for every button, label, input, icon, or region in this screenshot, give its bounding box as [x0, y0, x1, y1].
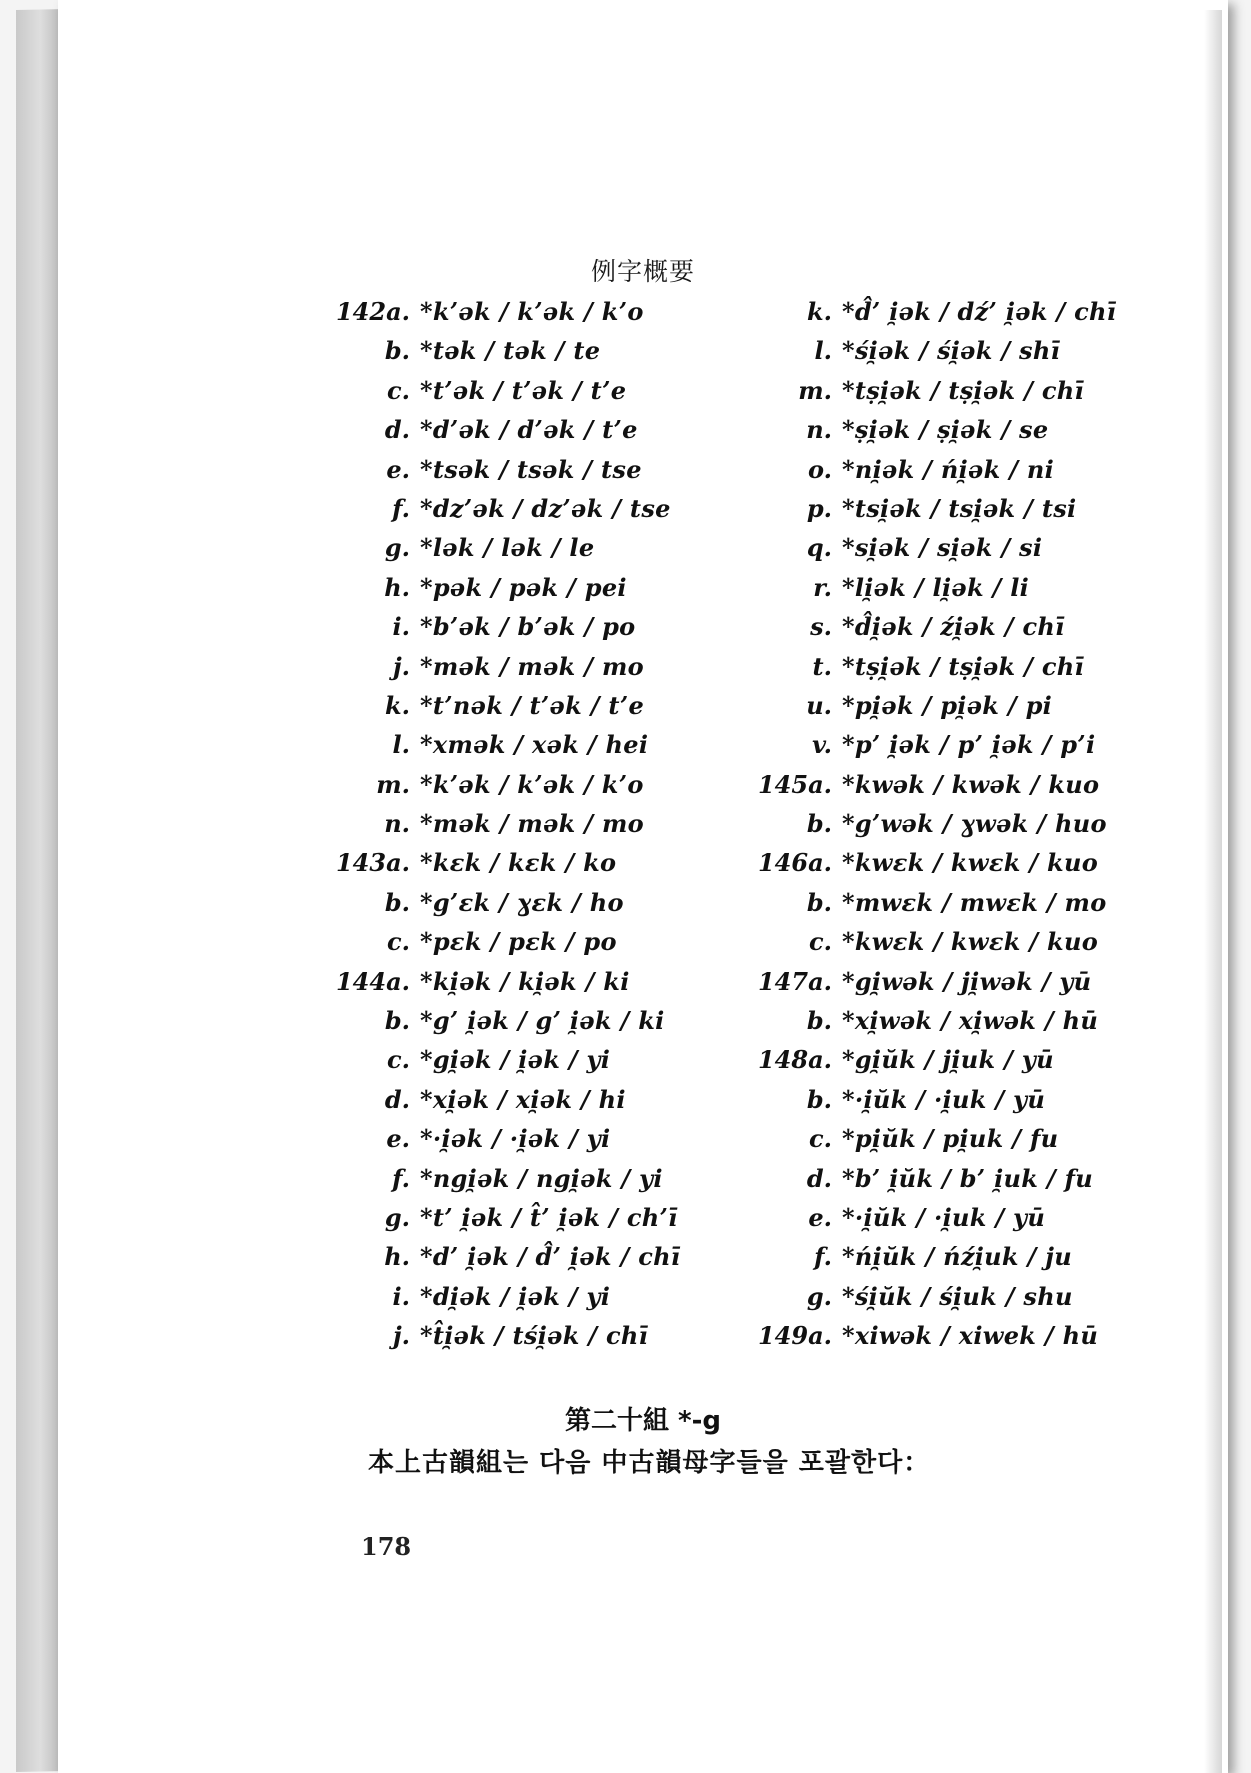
entry-row	[288, 883, 708, 922]
entry-label: c.	[809, 927, 832, 957]
entry-label: l.	[814, 336, 832, 366]
entry-reading: *śi̯ək / śi̯ək / shī	[842, 336, 1061, 366]
entry-reading: *tṣi̯ək / tṣi̯ək / chī	[842, 375, 1084, 405]
entry-row	[680, 1277, 1140, 1316]
entry-row	[680, 804, 1140, 843]
entry-label: f.	[392, 493, 410, 523]
entry-label: t.	[812, 651, 832, 681]
entry-label: h.	[384, 572, 410, 602]
entry-label: f.	[392, 1163, 410, 1193]
entry-row	[680, 883, 1140, 922]
entry-row	[288, 410, 708, 449]
entry-reading: *kwək / kwək / kuo	[842, 769, 1100, 799]
entry-row	[680, 489, 1140, 528]
section-heading: 第二十組 *-g	[564, 1406, 722, 1436]
entry-row	[288, 1237, 708, 1276]
entry-row	[288, 1080, 708, 1119]
entry-label: 146a.	[757, 848, 832, 878]
entry-reading: *mək / mək / mo	[420, 651, 644, 681]
entry-reading: *pi̯ək / pi̯ək / pi	[842, 690, 1053, 720]
entry-row	[680, 1040, 1140, 1079]
entry-row	[288, 450, 708, 489]
entry-reading: *mwɛk / mwɛk / mo	[842, 887, 1107, 917]
entry-row	[288, 804, 708, 843]
entry-label: o.	[808, 454, 832, 484]
entry-reading: *tsi̯ək / tsi̯ək / tsi	[842, 493, 1077, 523]
entry-row	[680, 450, 1140, 489]
entry-label: b.	[806, 1084, 832, 1114]
entry-reading: *kwɛk / kwɛk / kuo	[842, 848, 1099, 878]
entry-row	[680, 922, 1140, 961]
entry-label: 144a.	[335, 966, 410, 996]
entry-reading: *d’ək / d’ək / t’e	[420, 415, 638, 445]
entry-reading: *gi̯ək / i̯ək / yi	[420, 1045, 611, 1075]
entry-reading: *si̯ək / si̯ək / si	[842, 533, 1043, 563]
entry-label: e.	[386, 454, 410, 484]
entry-row	[288, 1001, 708, 1040]
entry-label: k.	[385, 690, 410, 720]
page	[58, 0, 1228, 1773]
entry-reading: *pək / pək / pei	[420, 572, 627, 602]
entry-reading: *·i̯ŭk / ·i̯uk / yū	[842, 1084, 1046, 1114]
entry-reading: *·i̯ək / ·i̯ək / yi	[420, 1124, 611, 1154]
entry-reading: *t’ i̯ək / t̂’ i̯ək / ch’ī	[420, 1202, 678, 1232]
entry-row	[680, 686, 1140, 725]
entry-label: c.	[387, 927, 410, 957]
entry-label: p.	[806, 493, 832, 523]
entry-row	[288, 765, 708, 804]
entry-row	[288, 371, 708, 410]
entry-label: b.	[384, 1006, 410, 1036]
entry-reading: *lək / lək / le	[420, 533, 595, 563]
entry-reading: *tsək / tsək / tse	[420, 454, 642, 484]
entry-row	[288, 686, 708, 725]
entry-row	[680, 1001, 1140, 1040]
entry-row	[680, 843, 1140, 882]
entry-reading: *g’ɛk / ɣɛk / ho	[420, 887, 624, 917]
entry-row	[288, 1040, 708, 1079]
entry-label: c.	[387, 375, 410, 405]
entry-row	[680, 1119, 1140, 1158]
entry-reading: *ki̯ək / ki̯ək / ki	[420, 966, 630, 996]
entry-row	[288, 607, 708, 646]
entry-row	[288, 489, 708, 528]
entry-reading: *dz’ək / dz’ək / tse	[420, 493, 671, 523]
entry-label: f.	[814, 1242, 832, 1272]
entry-label: 147a.	[757, 966, 832, 996]
entry-row	[288, 962, 708, 1001]
entry-label: g.	[384, 533, 410, 563]
entry-reading: *k’ək / k’ək / k’o	[420, 297, 644, 326]
entry-row	[680, 1159, 1140, 1198]
entry-label: m.	[798, 375, 832, 405]
entry-label: 149a.	[757, 1321, 832, 1351]
entry-label: d.	[806, 1163, 832, 1193]
entry-reading: *ni̯ək / ńi̯ək / ni	[842, 454, 1055, 484]
entry-label: h.	[384, 1242, 410, 1272]
entry-reading: *tək / tək / te	[420, 336, 601, 366]
entry-row	[680, 331, 1140, 370]
entry-reading: *xiwək / xiwek / hū	[842, 1321, 1099, 1351]
entry-row	[680, 765, 1140, 804]
entry-reading: *xi̯ək / xi̯ək / hi	[420, 1084, 626, 1114]
entry-label: d.	[384, 415, 410, 445]
entry-label: 148a.	[757, 1045, 832, 1075]
entry-reading: *pi̯ŭk / pi̯uk / fu	[842, 1124, 1059, 1154]
entry-row	[288, 647, 708, 686]
entry-label: l.	[392, 730, 410, 760]
entry-reading: *d̂i̯ək / źi̯ək / chī	[842, 612, 1065, 642]
page-header: 例字概要	[590, 257, 695, 286]
entry-reading: *pɛk / pɛk / po	[420, 927, 617, 957]
entry-reading: *gi̯wək / ji̯wək / yū	[842, 966, 1092, 996]
entry-row	[680, 528, 1140, 567]
entry-row	[288, 568, 708, 607]
entry-label: n.	[384, 809, 410, 839]
entry-reading: *xmək / xək / hei	[420, 730, 649, 760]
entry-row	[680, 725, 1140, 764]
section-description: 本上古韻組는 다음 中古韻母字들을 포괄한다：	[368, 1448, 931, 1478]
entry-reading: *gi̯ŭk / ji̯uk / yū	[842, 1045, 1054, 1075]
entry-row	[288, 1277, 708, 1316]
entry-label: b.	[806, 1006, 832, 1036]
entry-label: v.	[812, 730, 832, 760]
entry-reading: *ṣi̯ək / ṣi̯ək / se	[842, 415, 1049, 445]
entry-label: m.	[376, 769, 410, 799]
entry-row	[680, 292, 1140, 331]
entry-reading: *g’wək / ɣwək / huo	[842, 809, 1107, 839]
page-number: 178	[361, 1532, 412, 1561]
entry-row	[288, 843, 708, 882]
entry-label: b.	[384, 336, 410, 366]
entry-row	[680, 647, 1140, 686]
entry-reading: *tṣi̯ək / tṣi̯ək / chī	[842, 651, 1084, 681]
entry-row	[288, 1316, 708, 1355]
entry-reading: *t̂i̯ək / tśi̯ək / chī	[420, 1321, 649, 1351]
entry-row	[680, 1080, 1140, 1119]
entry-reading: *xi̯wək / xi̯wək / hū	[842, 1006, 1099, 1036]
entry-row	[288, 1119, 708, 1158]
entry-reading: *ngi̯ək / ngi̯ək / yi	[420, 1163, 663, 1193]
right-column	[680, 292, 1140, 1356]
entry-row	[288, 922, 708, 961]
entry-reading: *kɛk / kɛk / ko	[420, 848, 617, 878]
entry-row	[680, 607, 1140, 646]
entry-reading: *ńi̯ŭk / ńźi̯uk / ju	[842, 1242, 1072, 1272]
left-column	[288, 292, 708, 1356]
entry-row	[680, 1198, 1140, 1237]
entry-label: c.	[387, 1045, 410, 1075]
entry-row	[680, 410, 1140, 449]
entry-reading: *li̯ək / li̯ək / li	[842, 572, 1030, 602]
entry-label: s.	[810, 612, 832, 642]
entry-reading: *b’ək / b’ək / po	[420, 612, 636, 642]
entry-row	[680, 962, 1140, 1001]
entry-row	[680, 568, 1140, 607]
entry-row	[288, 292, 708, 331]
entry-label: j.	[392, 651, 410, 681]
entry-reading: *k’ək / k’ək / k’o	[420, 769, 644, 799]
entry-row	[288, 725, 708, 764]
entry-row	[680, 1316, 1140, 1355]
entry-row	[288, 1159, 708, 1198]
book-spine	[16, 9, 60, 1772]
entry-row	[680, 371, 1140, 410]
entry-reading: *g’ i̯ək / g’ i̯ək / ki	[420, 1006, 665, 1036]
entry-row	[680, 1237, 1140, 1276]
entry-label: b.	[806, 887, 832, 917]
entry-label: b.	[384, 887, 410, 917]
entry-reading: *mək / mək / mo	[420, 809, 644, 839]
entry-row	[288, 528, 708, 567]
entry-reading: *śi̯ŭk / śi̯uk / shu	[842, 1281, 1073, 1311]
entry-label: i.	[392, 612, 410, 642]
entry-label: q.	[806, 533, 832, 563]
entry-label: u.	[806, 690, 832, 720]
entry-label: r.	[813, 572, 832, 602]
entry-label: d.	[384, 1084, 410, 1114]
entry-reading: *t’ək / t’ək / t’e	[420, 375, 627, 405]
entry-reading: *d̂’ i̯ək / dź’ i̯ək / chī	[842, 297, 1117, 326]
entry-label: n.	[806, 415, 832, 445]
entry-reading: *b’ i̯ŭk / b’ i̯uk / fu	[842, 1163, 1093, 1193]
entry-label: g.	[806, 1281, 832, 1311]
entry-label: i.	[392, 1281, 410, 1311]
entry-reading: *p’ i̯ək / p’ i̯ək / p’i	[842, 730, 1096, 760]
entry-label: j.	[392, 1321, 410, 1351]
entry-reading: *di̯ək / i̯ək / yi	[420, 1281, 611, 1311]
entry-label: c.	[809, 1124, 832, 1154]
entry-label: 143a.	[335, 848, 410, 878]
entry-row	[288, 331, 708, 370]
entry-label: 145a.	[757, 769, 832, 799]
entry-row	[288, 1198, 708, 1237]
entry-reading: *·i̯ŭk / ·i̯uk / yū	[842, 1202, 1046, 1232]
entry-label: e.	[386, 1124, 410, 1154]
entry-label: b.	[806, 809, 832, 839]
entry-reading: *t’nək / t’ək / t’e	[420, 690, 645, 720]
entry-label: e.	[808, 1202, 832, 1232]
entry-label: g.	[384, 1202, 410, 1232]
entry-label: k.	[807, 297, 832, 326]
entry-reading: *d’ i̯ək / d̂’ i̯ək / chī	[420, 1242, 681, 1272]
entry-reading: *kwɛk / kwɛk / kuo	[842, 927, 1099, 957]
entry-label: 142a.	[335, 297, 410, 326]
